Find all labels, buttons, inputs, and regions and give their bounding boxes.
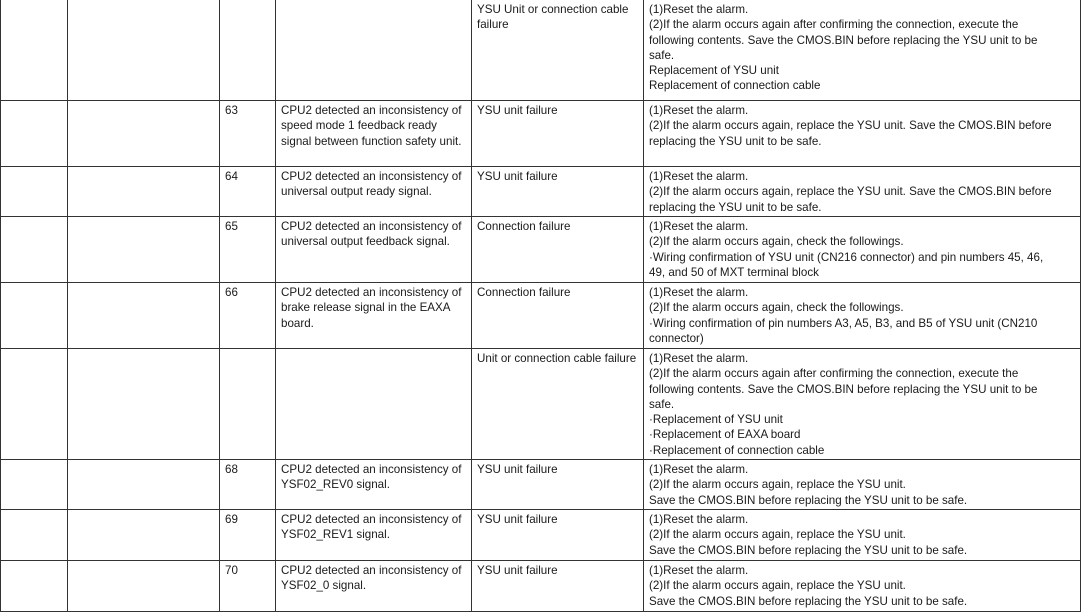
blank-cell-1: [1, 283, 68, 349]
remedy-line: ·Replacement of connection cable: [649, 443, 825, 457]
alarm-number-cell: [220, 167, 276, 217]
remedy-line: (2)If the alarm occurs again, replace the YSU unit. Save the CMOS.BIN before: [649, 119, 1052, 133]
remedy-line: (1)Reset the alarm.: [649, 352, 749, 365]
remedy-line: Save the CMOS.BIN before replacing the YSU unit to be safe.: [649, 543, 968, 557]
alarm-description-cell-text: CPU2 detected an inconsistency of YSF02_0 signal.: [281, 564, 462, 593]
alarm-description-cell: [276, 101, 472, 167]
remedy-line: replacing the YSU unit to be safe.: [649, 134, 822, 148]
table-row: [1, 561, 1081, 612]
alarm-cause-cell: [472, 349, 644, 460]
alarm-description-cell: [276, 349, 472, 460]
alarm-remedy-cell: [644, 561, 1081, 612]
alarm-remedy-cell: [644, 0, 1081, 101]
remedy-line: (2)If the alarm occurs again, check the followings.: [649, 235, 904, 249]
alarm-description-cell: [276, 217, 472, 283]
alarm-cause-cell-text: YSU unit failure: [477, 564, 558, 578]
table-row: [1, 167, 1081, 217]
alarm-cause-cell-text: YSU unit failure: [477, 170, 558, 183]
remedy-line: Replacement of connection cable: [649, 79, 821, 93]
remedy-line: (2)If the alarm occurs again after confirming the connection, execute the: [649, 367, 1019, 381]
alarm-number-cell-text: 65: [225, 220, 238, 233]
remedy-line: (1)Reset the alarm.: [649, 564, 749, 578]
remedy-line: ·Wiring confirmation of YSU unit (CN216 connector) and pin numbers 45, 46,: [649, 250, 1044, 264]
alarm-number-cell-text: 64: [225, 170, 238, 183]
remedy-line: connector): [649, 331, 704, 345]
alarm-description-cell: [276, 460, 472, 510]
alarm-cause-cell: [472, 101, 644, 167]
alarm-number-cell-text: 68: [225, 463, 238, 477]
blank-cell-2: [68, 0, 220, 101]
blank-cell-1: [1, 217, 68, 283]
alarm-number-cell: [220, 460, 276, 510]
remedy-line: (2)If the alarm occurs again, check the followings.: [649, 301, 904, 315]
blank-cell-1: [1, 460, 68, 510]
alarm-number-cell: [220, 101, 276, 167]
alarm-remedy-cell: [644, 510, 1081, 561]
alarm-remedy-cell: [644, 460, 1081, 510]
table-row: [1, 0, 1081, 101]
alarm-description-cell-text: CPU2 detected an inconsistency of YSF02_REV1 signal.: [281, 513, 462, 542]
remedy-line: (1)Reset the alarm.: [649, 220, 749, 233]
blank-cell-1: [1, 0, 68, 101]
alarm-remedy-cell: [644, 217, 1081, 283]
remedy-line: (1)Reset the alarm.: [649, 104, 749, 117]
alarm-remedy-cell: [644, 283, 1081, 349]
alarm-number-cell-text: 66: [225, 286, 238, 299]
remedy-line: replacing the YSU unit to be safe.: [649, 200, 822, 214]
remedy-line: ·Wiring confirmation of pin numbers A3, A5, B3, and B5 of YSU unit (CN210: [649, 316, 1038, 330]
remedy-line: (2)If the alarm occurs again, replace the YSU unit.: [649, 528, 906, 542]
table-row: [1, 510, 1081, 561]
blank-cell-2: [68, 167, 220, 217]
alarm-description-cell: [276, 0, 472, 101]
remedy-line: (2)If the alarm occurs again, replace the YSU unit.: [649, 478, 906, 492]
alarm-description-cell-text: CPU2 detected an inconsistency of universal output ready signal.: [281, 170, 462, 199]
alarm-cause-cell-text: Unit or connection cable failure: [477, 352, 637, 365]
blank-cell-1: [1, 101, 68, 167]
remedy-line: (1)Reset the alarm.: [649, 3, 749, 16]
alarm-description-cell: [276, 167, 472, 217]
alarm-number-cell: [220, 0, 276, 101]
alarm-number-cell: [220, 349, 276, 460]
alarm-cause-cell-text: YSU Unit or connection cable failure: [477, 3, 629, 32]
remedy-line: Replacement of YSU unit: [649, 64, 779, 78]
remedy-line: following contents. Save the CMOS.BIN before replacing the YSU unit to be: [649, 33, 1038, 47]
blank-cell-1: [1, 349, 68, 460]
alarm-cause-cell: [472, 510, 644, 561]
alarm-number-cell-text: 69: [225, 513, 238, 527]
remedy-line: safe.: [649, 48, 675, 62]
table-row: [1, 349, 1081, 460]
remedy-line: (1)Reset the alarm.: [649, 513, 749, 527]
remedy-line: (1)Reset the alarm.: [649, 463, 749, 477]
alarm-description-cell-text: CPU2 detected an inconsistency of speed mode 1 feedback ready signal between function safety unit.: [281, 104, 462, 148]
alarm-cause-cell: [472, 283, 644, 349]
remedy-line: (2)If the alarm occurs again, replace the YSU unit.: [649, 579, 906, 593]
blank-cell-1: [1, 167, 68, 217]
alarm-number-cell: [220, 510, 276, 561]
alarm-remedy-cell: [644, 167, 1081, 217]
alarm-description-cell-text: CPU2 detected an inconsistency of universal output feedback signal.: [281, 220, 462, 249]
alarm-description-cell-text: CPU2 detected an inconsistency of YSF02_REV0 signal.: [281, 463, 462, 492]
alarm-cause-cell: [472, 167, 644, 217]
alarm-description-cell: [276, 561, 472, 612]
alarm-description-cell-text: CPU2 detected an inconsistency of brake release signal in the EAXA board.: [281, 286, 462, 330]
remedy-line: (1)Reset the alarm.: [649, 170, 749, 183]
table-row: [1, 460, 1081, 510]
blank-cell-2: [68, 460, 220, 510]
remedy-line: ·Replacement of YSU unit: [649, 413, 783, 427]
alarm-number-cell: [220, 561, 276, 612]
alarm-number-cell-text: 63: [225, 104, 238, 117]
alarm-cause-cell: [472, 0, 644, 101]
alarm-cause-cell-text: Connection failure: [477, 286, 571, 299]
table-row: [1, 101, 1081, 167]
alarm-remedy-cell: [644, 349, 1081, 460]
remedy-line: safe.: [649, 397, 675, 411]
blank-cell-2: [68, 349, 220, 460]
alarm-cause-cell-text: YSU unit failure: [477, 513, 558, 527]
remedy-line: (1)Reset the alarm.: [649, 286, 749, 299]
alarm-cause-cell: [472, 217, 644, 283]
remedy-line: following contents. Save the CMOS.BIN before replacing the YSU unit to be: [649, 382, 1038, 396]
blank-cell-1: [1, 510, 68, 561]
remedy-line: (2)If the alarm occurs again, replace the YSU unit. Save the CMOS.BIN before: [649, 185, 1052, 199]
alarm-number-cell: [220, 283, 276, 349]
blank-cell-2: [68, 217, 220, 283]
remedy-line: Save the CMOS.BIN before replacing the YSU unit to be safe.: [649, 493, 968, 507]
alarm-description-cell: [276, 510, 472, 561]
table-row: [1, 283, 1081, 349]
alarm-cause-cell: [472, 561, 644, 612]
alarm-remedy-cell: [644, 101, 1081, 167]
blank-cell-1: [1, 561, 68, 612]
remedy-line: (2)If the alarm occurs again after confirming the connection, execute the: [649, 18, 1019, 32]
alarm-cause-cell-text: YSU unit failure: [477, 104, 558, 117]
alarm-number-cell: [220, 217, 276, 283]
remedy-line: Save the CMOS.BIN before replacing the YSU unit to be safe.: [649, 594, 968, 608]
blank-cell-2: [68, 283, 220, 349]
alarm-cause-cell-text: Connection failure: [477, 220, 571, 233]
remedy-line: 49, and 50 of MXT terminal block: [649, 265, 819, 279]
blank-cell-2: [68, 510, 220, 561]
alarm-number-cell-text: 70: [225, 564, 238, 578]
alarm-description-cell: [276, 283, 472, 349]
blank-cell-2: [68, 101, 220, 167]
blank-cell-2: [68, 561, 220, 612]
alarm-cause-cell-text: YSU unit failure: [477, 463, 558, 477]
remedy-line: ·Replacement of EAXA board: [649, 428, 801, 442]
alarm-cause-cell: [472, 460, 644, 510]
table-row: [1, 217, 1081, 283]
alarm-table-body: [1, 0, 1081, 612]
